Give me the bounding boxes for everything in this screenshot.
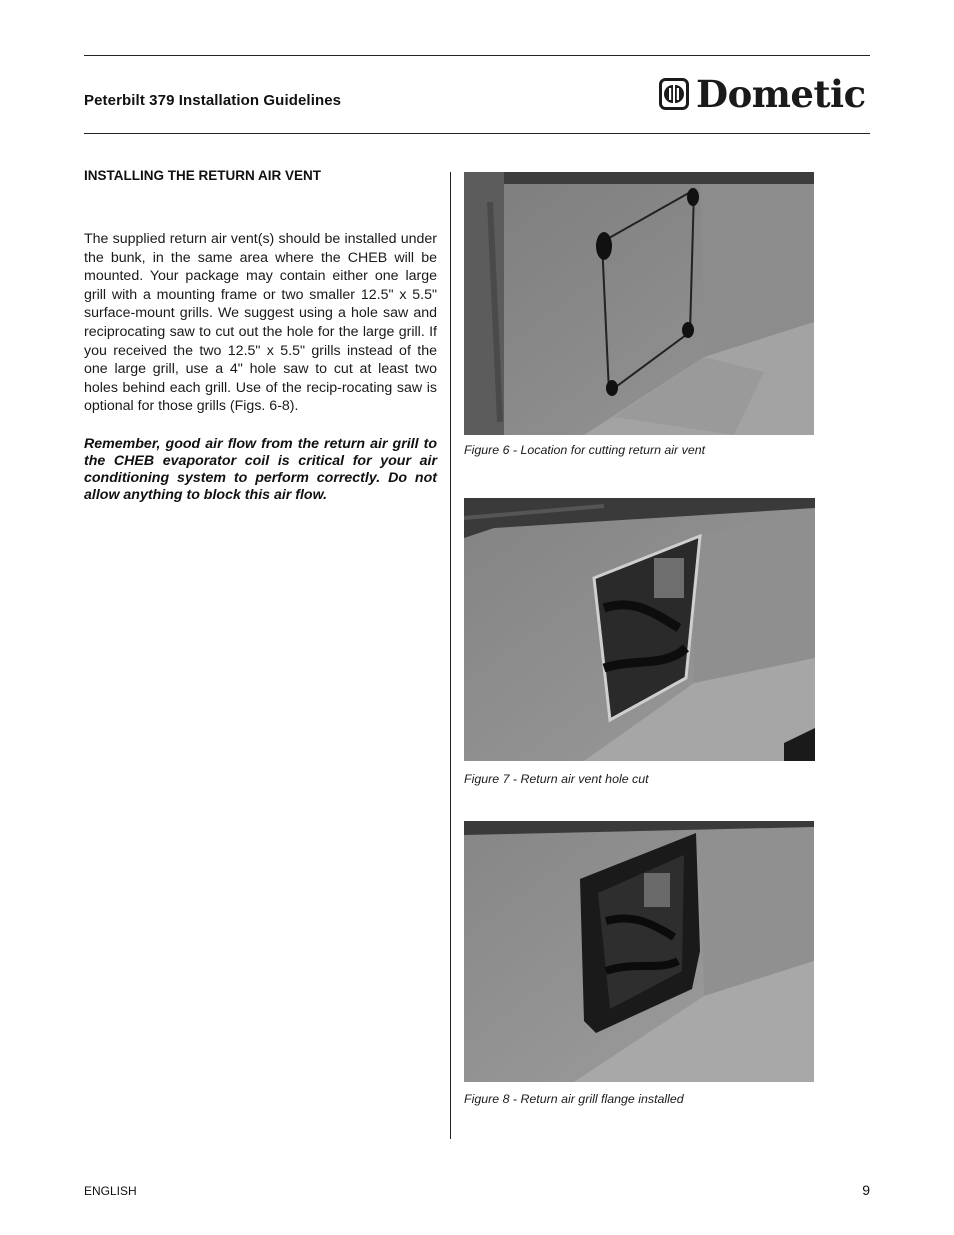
important-note: Remember, good air flow from the return air grill to the CHEB evaporator coil is critical for your air conditioning system to perform correctly. Do not allow anything to block this air flow. [84,435,437,503]
header-top-rule [84,55,870,56]
figure-8-caption: Figure 8 - Return air grill flange installed [464,1092,684,1106]
dometic-logo-wordmark: Dometic [696,72,866,116]
text-column [84,168,437,504]
section-heading: INSTALLING THE RETURN AIR VENT [84,168,321,183]
page-number: 9 [862,1182,870,1198]
figure-6 [464,172,814,457]
footer-language: ENGLISH [84,1184,137,1198]
figure-6-image [464,172,814,435]
figure-7-image [464,498,815,761]
figure-7 [464,498,815,786]
dometic-logo-mark-icon [659,78,689,110]
column-divider [450,172,451,1139]
figure-7-caption: Figure 7 - Return air vent hole cut [464,772,649,786]
figure-8-image [464,821,814,1082]
figure-6-caption: Figure 6 - Location for cutting return air vent [464,443,706,457]
document-title: Peterbilt 379 Installation Guidelines [84,92,342,109]
figure-6-photo [464,172,814,435]
figure-8-photo [464,821,814,1082]
figure-8 [464,821,814,1106]
figure-7-photo [464,498,815,761]
dometic-logo [659,72,866,116]
header-bottom-rule [84,133,870,134]
body-paragraph: The supplied return air vent(s) should be installed under the bunk, in the same area where the CHEB will be mounted. Your package may contain either one large grill with a mounting frame or two smaller 12.5" x 5.5" surface-mount grills. We suggest using a hole saw and reciprocating saw to cut out the hole for the large grill. If you received the two 12.5" x 5.5" grills instead of the one large grill, use a 4" hole saw to cut at least two holes behind each grill. Use of the recip-rocating saw is optional for those grills (Figs. 6-8). [84,231,437,415]
